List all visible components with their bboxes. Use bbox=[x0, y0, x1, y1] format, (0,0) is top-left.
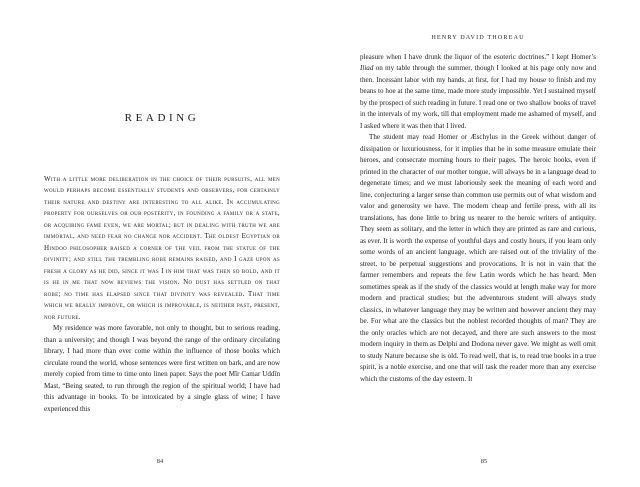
page-number-left: 84 bbox=[156, 458, 164, 465]
right-page-body bbox=[360, 52, 596, 385]
paragraph: My residence was more favorable, not only to thought, but to serious reading, than a university; and though I was beyond the range of the ordinary circulating library, I had more than ever come within the influence of those books which circulate round the world, whose sentences were first written on bark, and are now merely copied from time to time onto linen paper. Says the poet Mîr Camar Uddîn Mast, “Being seated, to run through the region of the spiritual world; I have had this advantage in books. To be intoxicated by a single glass of wine; I have experienced this bbox=[44, 324, 280, 413]
running-head: HENRY DAVID THOREAU bbox=[431, 34, 525, 41]
chapter-title: READING bbox=[124, 112, 200, 124]
paragraph: With a little more deliberation in the choice of their pursuits, all men would perhaps become essentially students and observers, for certainly their nature and destiny are interesting to all alike. In accumulating property for ourselves or our posterity, in founding a family or a state, or acquiring fame even, we are mortal; but in dealing with truth we are immortal, and need fear no change nor accident. The oldest Egyptian or Hindoo philosopher raised a corner of the veil from the statue of the divinity; and still the trembling robe remains raised, and I gaze upon as fresh a glory as he did, since it was I in him that was then so bold, and it is he in me that now reviews the vision. No dust has settled on that robe; no time has elapsed since that divinity was revealed. That time which we really improve, or which is improvable, is neither past, present, nor future. bbox=[44, 175, 280, 321]
paragraph: The student may read Homer or Æschylus in the Greek without danger of dissipation or luxuriousness, for it implies that he in some measure emulate their heroes, and consecrate morning hours to their pages. The heroic books, even if printed in the character of our mother tongue, will always be in a language dead to degenerate times; and we must laboriously seek the meaning of each word and line, conjecturing a larger sense than common use permits out of what wisdom and valor and generosity we have. The modern cheap and fertile press, with all its translations, has done little to bring us nearer to the heroic writers of antiquity. They seem as solitary, and the letter in which they are printed as rare and curious, as ever. It is worth the expense of youthful days and costly hours, if you learn only some words of an ancient language, which are raised out of the triviality of the street, to be perpetual suggestions and provocations. It is not in vain that the farmer remembers and repeats the few Latin words which he has heard. Men sometimes speak as if the study of the classics would at length make way for more modern and practical studies; but the adventurous student will always study classics, in whatever language they may be written and however ancient they may be. For what are the classics but the noblest recorded thoughts of man? They are the only oracles which are not decayed, and there are such answers to the most modern inquiry in them as Delphi and Dodona never gave. We might as well omit to study Nature because she is old. To read well, that is, to read true books in a true spirit, is a noble exercise, and one that will task the reader more than any exercise which the customs of the day esteem. It bbox=[360, 133, 596, 383]
page-right bbox=[320, 0, 640, 487]
paragraph: pleasure when I have drunk the liquor of the esoteric doctrines.” I kept Homer’s Iliad on my table through the summer, though I looked at his page only now and then. Incessant labor with my hands, at first, for I had my house to finish and my beans to hoe at the same time, made more study impossible. Yet I sustained myself by the prospect of such reading in future. I read one or two shallow books of travel in the intervals of my work, till that employment made me ashamed of myself, and I asked where it was then that I lived. bbox=[360, 53, 596, 130]
left-page-body bbox=[44, 174, 280, 415]
page-number-right: 85 bbox=[480, 458, 488, 465]
